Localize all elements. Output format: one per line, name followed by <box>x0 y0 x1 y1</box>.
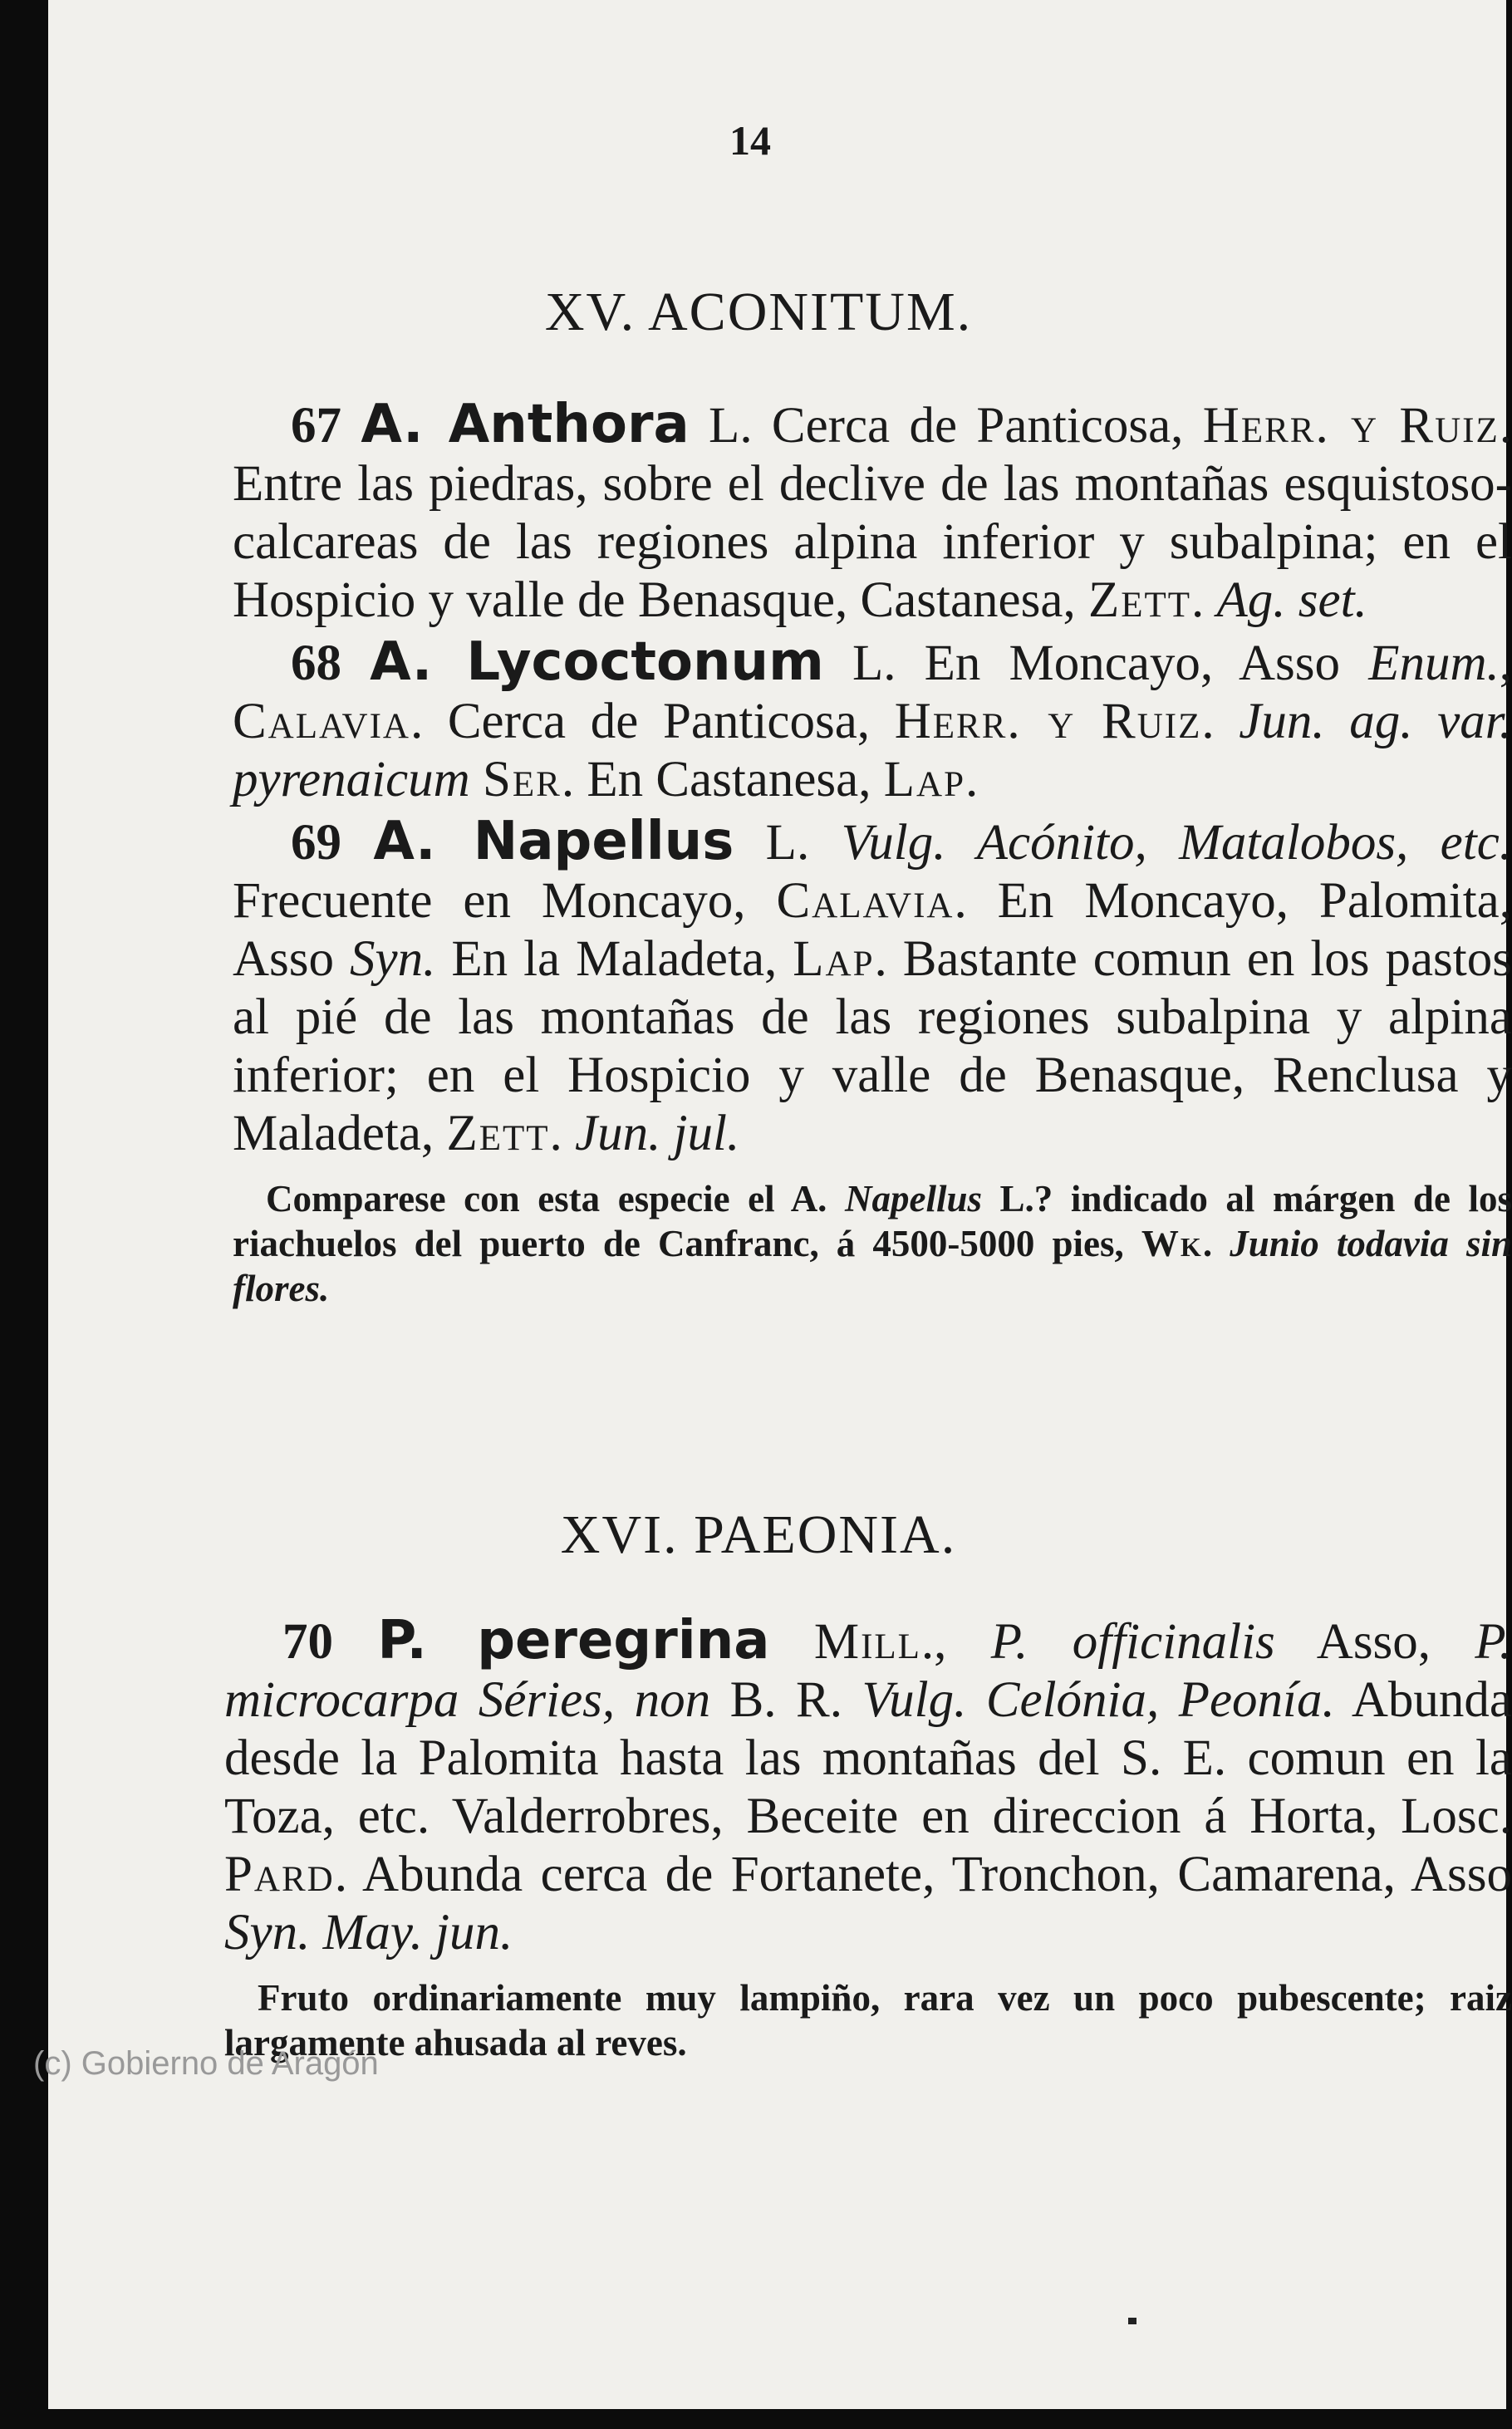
aconitum-body <box>233 395 1512 1348</box>
italic-text: Junio todavia sin flores. <box>233 1223 1512 1309</box>
species-name: A. Anthora <box>361 394 690 455</box>
text-run: ., <box>920 1614 991 1670</box>
text-run: Comparese con esta especie el A. <box>266 1178 845 1219</box>
author-abbrev: Herr. y Ruiz <box>894 694 1202 749</box>
text-run: Frecuente en Moncayo, <box>233 873 777 929</box>
text-run: En la Maladeta, <box>435 931 793 987</box>
paeonia-body <box>224 1612 1512 2103</box>
species-entry-68 <box>233 633 1512 809</box>
text-run: . <box>1201 694 1240 749</box>
text-run: . <box>549 1106 575 1161</box>
species-name: A. Lycoctonum <box>370 631 824 693</box>
text-run: . <box>1202 1223 1230 1264</box>
text-run: , <box>1499 635 1512 691</box>
italic-text: Ag. set. <box>1216 572 1367 628</box>
text-run <box>470 752 483 807</box>
page-number: 14 <box>729 117 771 164</box>
italic-text: Jun. jul. <box>575 1106 740 1161</box>
author-abbrev: Calavia <box>776 873 955 929</box>
text-run: . Cerca de Panticosa, <box>410 694 895 749</box>
text-run: L. En Moncayo, Asso <box>823 635 1369 691</box>
italic-text: Syn. <box>350 931 436 987</box>
entry-number: 70 <box>282 1614 333 1670</box>
text-run: . Abunda cerca de Fortanete, Tronchon, Camarena, Asso <box>334 1847 1512 1902</box>
text-run <box>769 1614 813 1670</box>
species-entry-70 <box>224 1612 1512 1962</box>
author-abbrev: Lap <box>883 752 965 807</box>
text-run: Asso, <box>1274 1614 1475 1670</box>
film-speck <box>1128 2318 1136 2324</box>
section-heading-paeonia: XVI. PAEONIA. <box>560 1504 957 1565</box>
text-run: B. R. <box>710 1672 862 1728</box>
entry-number: 68 <box>291 635 341 691</box>
species-entry-69 <box>233 812 1512 1163</box>
entry-number: 67 <box>291 398 341 454</box>
author-abbrev: Calavia <box>233 694 410 749</box>
text-run: Abunda desde la Palomita hasta las montañas del S. E. comun en la Toza, etc. Valderrobres, Beceite en direccion á Horta, Losc. <box>224 1672 1512 1844</box>
species-name: A. Napellus <box>373 811 734 872</box>
italic-text: Jun. ag. var. pyrenaicum <box>233 694 1512 807</box>
text-run: . En Moncayo, Palomita, Asso <box>233 873 1512 987</box>
text-run: L. <box>734 815 842 871</box>
author-abbrev: Wk <box>1141 1223 1203 1264</box>
footnote-aconitum <box>233 1176 1512 1311</box>
italic-text: P. microcarpa Séries, non <box>224 1614 1512 1728</box>
author-abbrev: Ser <box>482 752 562 807</box>
text-run: L.? indicado al márgen de los riachuelos del puerto de Canfranc, á 4500-5000 pies, <box>233 1178 1512 1264</box>
italic-text: Napellus <box>844 1178 982 1219</box>
footnote-paeonia <box>224 1975 1512 2065</box>
text-run: . <box>965 752 979 807</box>
text-run: . Bastante comun en los pastos al pié de las montañas de las regiones subalpina y alpina inferior; en el Hospicio y valle de Benasque, Renclusa y Maladeta, <box>233 931 1512 1161</box>
author-abbrev: Pard <box>224 1847 335 1902</box>
section-heading-aconitum: XV. ACONITUM. <box>544 282 973 342</box>
author-abbrev: Zett <box>446 1106 550 1161</box>
entry-number: 69 <box>291 815 341 871</box>
text-run: . En Castanesa, <box>561 752 884 807</box>
species-name: P. peregrina <box>377 1610 770 1671</box>
author-abbrev: Herr. y Ruiz <box>1202 398 1500 454</box>
text-run: . Entre las piedras, sobre el declive de las montañas esquistoso-calcareas de las regiones alpina inferior y subalpina; en el Hospicio y valle de Benasque, Castanesa, <box>233 398 1512 628</box>
species-entry-67 <box>233 395 1512 630</box>
italic-text: Vulg. Celónia, Peonía. <box>862 1672 1335 1728</box>
italic-text: Enum. <box>1368 635 1500 691</box>
text-run: . <box>1191 572 1217 628</box>
italic-text: Syn. May. jun. <box>224 1905 513 1960</box>
author-abbrev: Mill <box>813 1614 921 1670</box>
copyright-watermark: (c) Gobierno de Aragón <box>33 2045 379 2082</box>
italic-text: P. officinalis <box>990 1614 1275 1670</box>
author-abbrev: Zett <box>1087 572 1192 628</box>
text-run: Fruto ordinariamente muy lampiño, rara vez un poco pubescente; raiz largamente ahusada al reves. <box>224 1977 1512 2063</box>
text-run: L. Cerca de Panticosa, <box>689 398 1203 454</box>
italic-text: Vulg. Acónito, Matalobos, etc. <box>841 815 1512 871</box>
author-abbrev: Lap <box>793 931 875 987</box>
